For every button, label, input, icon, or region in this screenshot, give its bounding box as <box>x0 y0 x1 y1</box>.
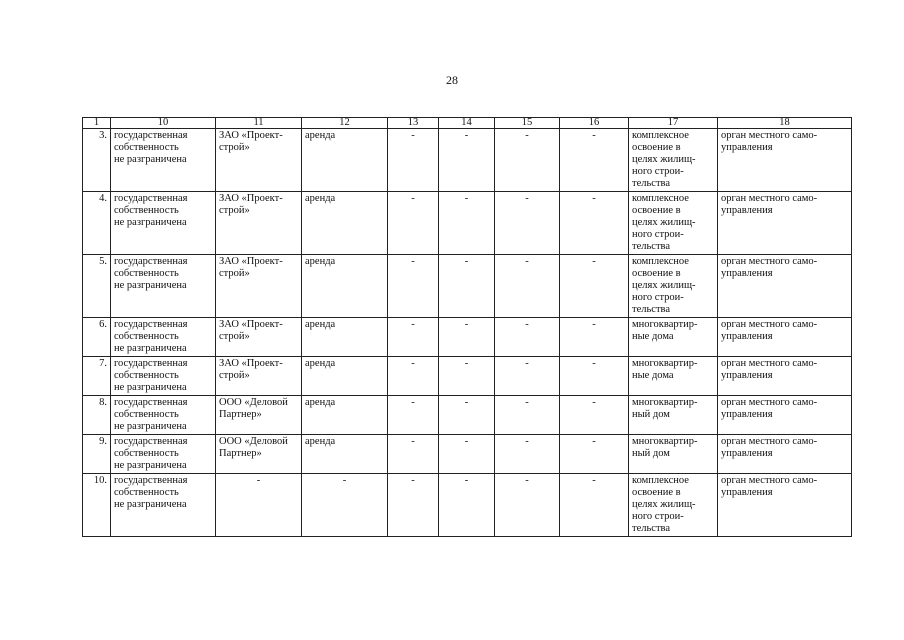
column-header: 1 <box>83 118 111 129</box>
col13-cell: - <box>388 357 439 396</box>
col14-cell: - <box>439 357 495 396</box>
purpose-cell: комплексное освоение в целях жилищ- ного строи- тельства <box>629 129 718 192</box>
col13-cell: - <box>388 396 439 435</box>
table-row <box>83 255 852 318</box>
row-number: 5. <box>83 255 111 318</box>
table-row <box>83 318 852 357</box>
col13-cell: - <box>388 192 439 255</box>
col16-cell: - <box>560 129 629 192</box>
ownership-cell: государственная собственность не разграничена <box>111 435 216 474</box>
purpose-cell: комплексное освоение в целях жилищ- ного строи- тельства <box>629 192 718 255</box>
col13-cell: - <box>388 318 439 357</box>
column-header: 12 <box>302 118 388 129</box>
column-header: 15 <box>495 118 560 129</box>
table-row <box>83 474 852 537</box>
table-row <box>83 357 852 396</box>
purpose-cell: многоквартир- ный дом <box>629 396 718 435</box>
holder-cell: ООО «Деловой Партнер» <box>216 435 302 474</box>
row-number: 7. <box>83 357 111 396</box>
right-type-cell: - <box>302 474 388 537</box>
authority-cell: орган местного само- управления <box>718 318 852 357</box>
col16-cell: - <box>560 255 629 318</box>
column-header: 18 <box>718 118 852 129</box>
ownership-cell: государственная собственность не разграничена <box>111 192 216 255</box>
column-header: 17 <box>629 118 718 129</box>
row-number: 10. <box>83 474 111 537</box>
col15-cell: - <box>495 318 560 357</box>
col16-cell: - <box>560 474 629 537</box>
col15-cell: - <box>495 192 560 255</box>
header-row <box>83 118 852 129</box>
authority-cell: орган местного само- управления <box>718 357 852 396</box>
authority-cell: орган местного само- управления <box>718 192 852 255</box>
column-header: 14 <box>439 118 495 129</box>
col14-cell: - <box>439 474 495 537</box>
col13-cell: - <box>388 255 439 318</box>
ownership-cell: государственная собственность не разграничена <box>111 357 216 396</box>
purpose-cell: многоквартир- ный дом <box>629 435 718 474</box>
col16-cell: - <box>560 396 629 435</box>
col15-cell: - <box>495 357 560 396</box>
col14-cell: - <box>439 192 495 255</box>
holder-cell: ЗАО «Проект- строй» <box>216 192 302 255</box>
col16-cell: - <box>560 357 629 396</box>
ownership-cell: государственная собственность не разграничена <box>111 396 216 435</box>
table-row <box>83 435 852 474</box>
authority-cell: орган местного само- управления <box>718 435 852 474</box>
table-row <box>83 129 852 192</box>
authority-cell: орган местного само- управления <box>718 474 852 537</box>
ownership-cell: государственная собственность не разграничена <box>111 129 216 192</box>
col15-cell: - <box>495 129 560 192</box>
right-type-cell: аренда <box>302 255 388 318</box>
column-header: 16 <box>560 118 629 129</box>
col14-cell: - <box>439 255 495 318</box>
row-number: 3. <box>83 129 111 192</box>
holder-cell: ЗАО «Проект- строй» <box>216 357 302 396</box>
table-row <box>83 396 852 435</box>
page-number: 28 <box>446 73 458 87</box>
purpose-cell: комплексное освоение в целях жилищ- ного строи- тельства <box>629 474 718 537</box>
col15-cell: - <box>495 474 560 537</box>
holder-cell: ЗАО «Проект- строй» <box>216 255 302 318</box>
col14-cell: - <box>439 396 495 435</box>
purpose-cell: комплексное освоение в целях жилищ- ного строи- тельства <box>629 255 718 318</box>
authority-cell: орган местного само- управления <box>718 129 852 192</box>
col15-cell: - <box>495 435 560 474</box>
right-type-cell: аренда <box>302 396 388 435</box>
col13-cell: - <box>388 474 439 537</box>
right-type-cell: аренда <box>302 435 388 474</box>
ownership-cell: государственная собственность не разграничена <box>111 318 216 357</box>
col14-cell: - <box>439 435 495 474</box>
right-type-cell: аренда <box>302 318 388 357</box>
col16-cell: - <box>560 318 629 357</box>
row-number: 6. <box>83 318 111 357</box>
holder-cell: ООО «Деловой Партнер» <box>216 396 302 435</box>
purpose-cell: многоквартир- ные дома <box>629 318 718 357</box>
authority-cell: орган местного само- управления <box>718 396 852 435</box>
holder-cell: - <box>216 474 302 537</box>
col16-cell: - <box>560 192 629 255</box>
ownership-cell: государственная собственность не разграничена <box>111 255 216 318</box>
col15-cell: - <box>495 255 560 318</box>
col14-cell: - <box>439 129 495 192</box>
column-header: 11 <box>216 118 302 129</box>
row-number: 4. <box>83 192 111 255</box>
holder-cell: ЗАО «Проект- строй» <box>216 318 302 357</box>
ownership-cell: государственная собственность не разграничена <box>111 474 216 537</box>
right-type-cell: аренда <box>302 192 388 255</box>
row-number: 8. <box>83 396 111 435</box>
column-header: 13 <box>388 118 439 129</box>
authority-cell: орган местного само- управления <box>718 255 852 318</box>
col13-cell: - <box>388 435 439 474</box>
right-type-cell: аренда <box>302 129 388 192</box>
table-row <box>83 192 852 255</box>
row-number: 9. <box>83 435 111 474</box>
holder-cell: ЗАО «Проект- строй» <box>216 129 302 192</box>
col15-cell: - <box>495 396 560 435</box>
col16-cell: - <box>560 435 629 474</box>
land-registry-table <box>82 117 852 537</box>
right-type-cell: аренда <box>302 357 388 396</box>
purpose-cell: многоквартир- ные дома <box>629 357 718 396</box>
col14-cell: - <box>439 318 495 357</box>
column-header: 10 <box>111 118 216 129</box>
col13-cell: - <box>388 129 439 192</box>
